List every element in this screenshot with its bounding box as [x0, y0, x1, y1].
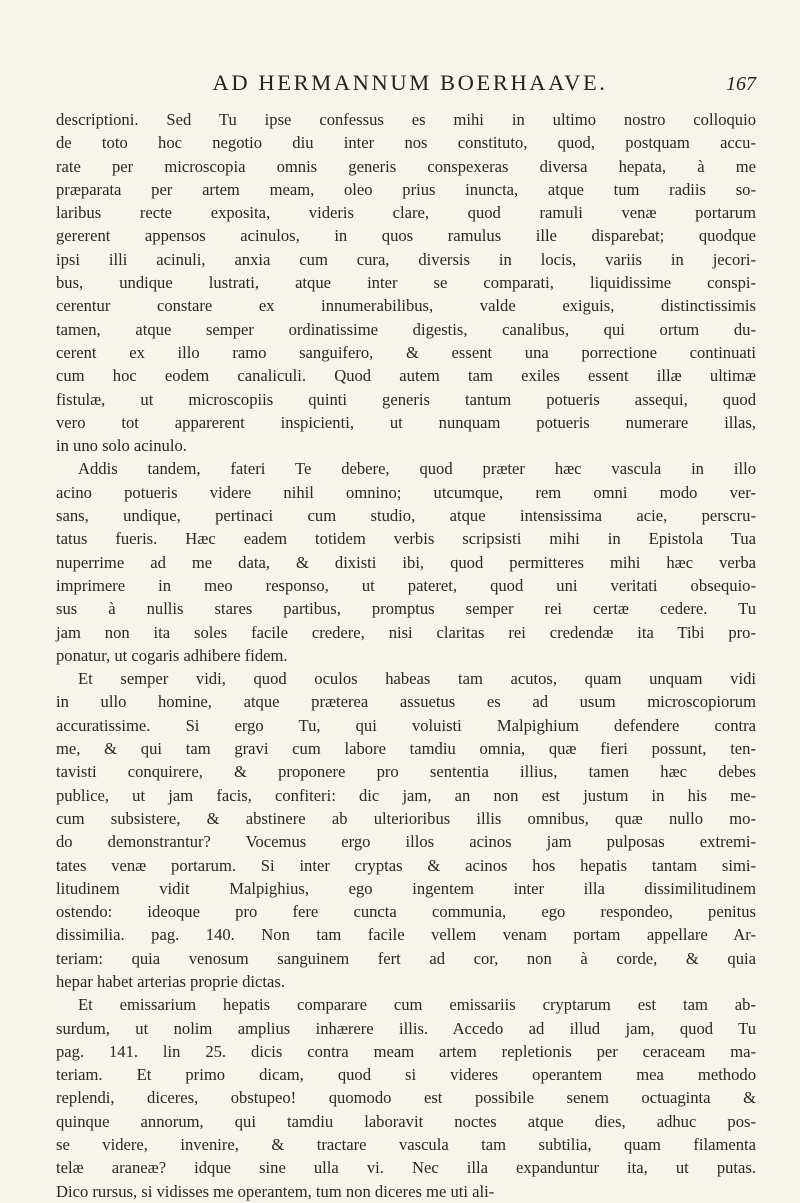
text-line: do demonstrantur? Vocemus ergo illos acinos jam pulposas extremi-: [56, 832, 756, 852]
text-line: in uno solo acinulo.: [56, 436, 187, 456]
text-line: ostendo: ideoque pro fere cuncta communia, ego respondeo, penitus: [56, 902, 756, 922]
text-line: accuratissime. Si ergo Tu, qui voluisti Malpighium defendere contra: [56, 715, 756, 735]
text-line: sans, undique, pertinaci cum studio, atque intensissima acie, perscru-: [56, 506, 756, 526]
text-line: sus à nullis stares partibus, promptus semper rei certæ cedere. Tu: [56, 599, 756, 619]
text-line: surdum, ut nolim amplius inhærere illis. Accedo ad illud jam, quod Tu: [56, 1018, 756, 1038]
text-line: jam non ita soles facile credere, nisi claritas rei credendæ ita Tibi pro-: [56, 622, 756, 642]
text-line: cum subsistere, & abstinere ab ulterioribus illis omnibus, quæ nullo mo-: [56, 808, 756, 828]
text-line: Et emissarium hepatis comparare cum emissariis cryptarum est tam ab-: [78, 995, 756, 1015]
text-line: gererent appensos acinulos, in quos ramulus ille disparebat; quodque: [56, 226, 756, 246]
text-line: pag. 141. lin 25. dicis contra meam artem repletionis per ceraceam ma-: [56, 1041, 756, 1061]
text-line: Dico rursus, si vidisses me operantem, tum non diceres me uti ali-: [56, 1181, 495, 1201]
text-line: publice, ut jam facis, confiteri: dic jam, an non est justum in his me-: [56, 785, 756, 805]
text-line: vero tot apparerent inspicienti, ut nunquam potueris numerare illas,: [56, 412, 756, 432]
text-line: litudinem vidit Malpighius, ego ingentem inter illa dissimilitudinem: [56, 878, 756, 898]
paragraph: [56, 667, 756, 993]
text-line: replendi, diceres, obstupeo! quomodo est possibile senem octuaginta &: [56, 1088, 756, 1108]
running-head: AD HERMANNUM BOERHAAVE.: [212, 70, 608, 95]
text-line: teriam: quia venosum sanguinem fert ad cor, non à corde, & quia: [56, 948, 756, 968]
text-line: tatus fueris. Hæc eadem totidem verbis scripsisti mihi in Epistola Tua: [56, 529, 756, 549]
text-line: se videre, invenire, & tractare vascula tam subtilia, quam filamenta: [56, 1135, 756, 1155]
text-line: ponatur, ut cogaris adhibere fidem.: [56, 645, 288, 665]
text-line: telæ araneæ? idque sine ulla vi. Nec illa expanduntur ita, ut putas.: [56, 1158, 756, 1178]
text-line: cum hoc eodem canaliculi. Quod autem tam exiles essent illæ ultimæ: [56, 366, 756, 386]
text-line: nuperrime ad me data, & dixisti ibi, quod permitteres mihi hæc verba: [56, 552, 756, 572]
body-text: [56, 108, 756, 1203]
text-line: hepar habet arterias proprie dictas.: [56, 971, 285, 991]
text-line: tates venæ portarum. Si inter cryptas & acinos hos hepatis tantam simi-: [56, 855, 756, 875]
text-line: Addis tandem, fateri Te debere, quod præter hæc vascula in illo: [78, 459, 756, 479]
text-line: fistulæ, ut microscopiis quinti generis tantum potueris assequi, quod: [56, 389, 756, 409]
text-line: imprimere in meo responso, ut pateret, quod uni veritati obsequio-: [56, 575, 756, 595]
page-header: [56, 70, 756, 104]
text-line: præparata per artem meam, oleo prius inuncta, atque tum radiis so-: [56, 179, 756, 199]
text-line: teriam. Et primo dicam, quod si videres operantem mea methodo: [56, 1065, 756, 1085]
page-number: 167: [726, 73, 756, 95]
text-line: bus, undique lustrati, atque inter se comparati, liquidissime conspi-: [56, 273, 756, 293]
text-line: acino potueris videre nihil omnino; utcumque, rem omni modo ver-: [56, 482, 756, 502]
text-line: descriptioni. Sed Tu ipse confessus es mihi in ultimo nostro colloquio: [56, 110, 756, 129]
text-line: cerentur constare ex innumerabilibus, valde exiguis, distinctissimis: [56, 296, 756, 316]
text-line: ipsi illi acinuli, anxia cum cura, diversis in locis, variis in jecori-: [56, 249, 756, 269]
text-line: Et semper vidi, quod oculos habeas tam acutos, quam unquam vidi: [78, 669, 756, 689]
paragraph: [56, 993, 756, 1203]
paragraph: [56, 108, 756, 457]
text-line: dissimilia. pag. 140. Non tam facile vellem venam portam appellare Ar-: [56, 925, 756, 945]
text-line: in ullo homine, atque præterea assuetus es ad usum microscopiorum: [56, 692, 756, 712]
paragraph: [56, 457, 756, 667]
text-line: laribus recte exposita, videris clare, quod ramuli venæ portarum: [56, 203, 756, 223]
text-line: cerent ex illo ramo sanguifero, & essent una porrectione continuati: [56, 342, 756, 362]
text-line: rate per microscopia omnis generis conspexeras diversa hepata, à me: [56, 156, 756, 176]
text-line: de toto hoc negotio diu inter nos constituto, quod, postquam accu-: [56, 133, 756, 153]
text-line: quinque annorum, qui tamdiu laboravit noctes atque dies, adhuc pos-: [56, 1111, 756, 1131]
text-line: tamen, atque semper ordinatissime digestis, canalibus, qui ortum du-: [56, 319, 756, 339]
text-line: me, & qui tam gravi cum labore tamdiu omnia, quæ fieri possunt, ten-: [56, 739, 756, 759]
text-line: tavisti conquirere, & proponere pro sententia illius, tamen hæc debes: [56, 762, 756, 782]
